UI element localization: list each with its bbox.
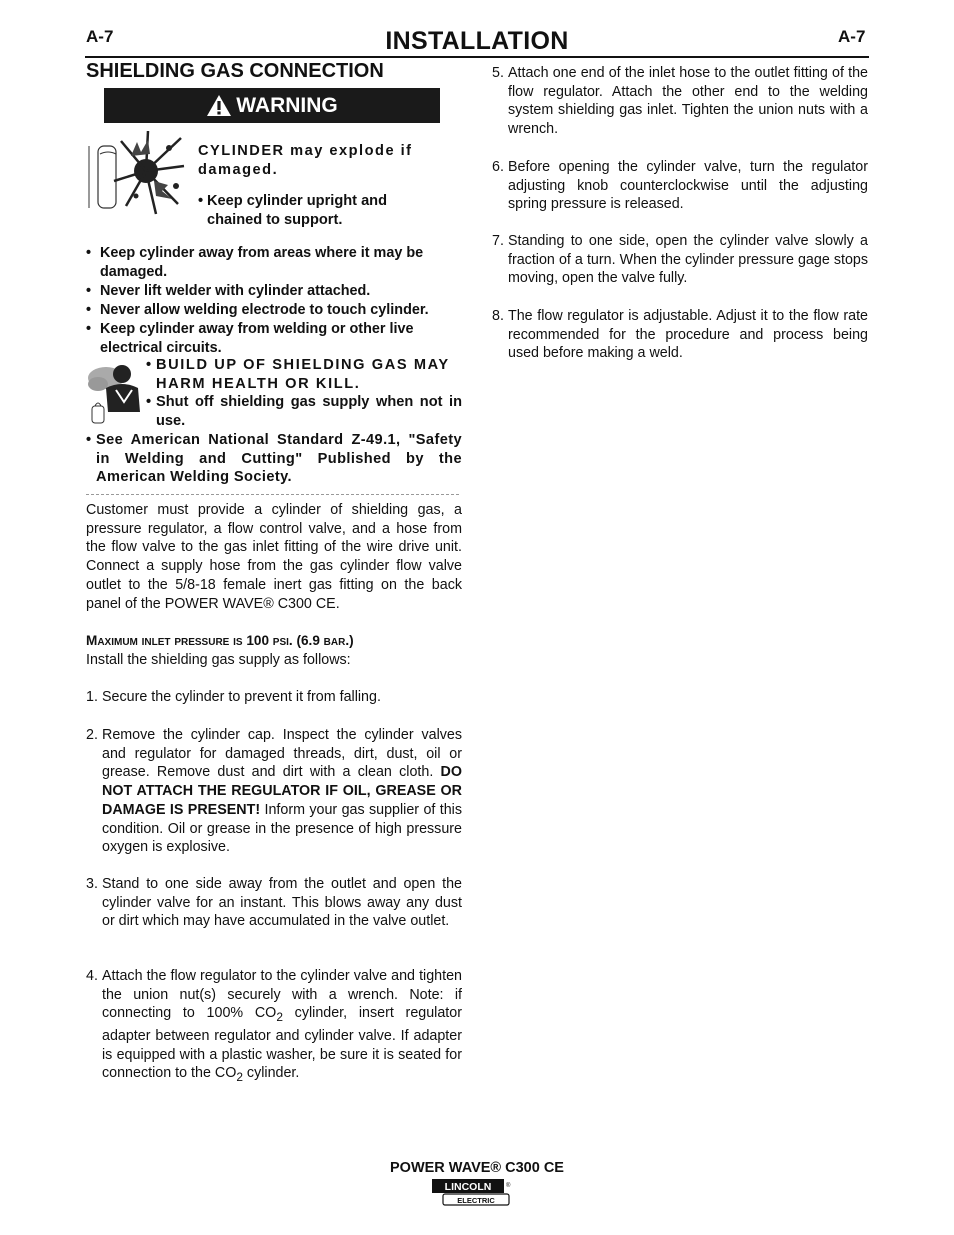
regulator-warning-text: DO NOT ATTACH THE REGULATOR IF OIL, GREASE OR DAMAGE IS PRESENT! — [102, 764, 462, 818]
gas-inhalation-icon — [86, 362, 144, 424]
step-item: 6. Before opening the cylinder valve, turn the regulator adjusting knob counterclockwise until the adjusting spring pressure is released. — [492, 159, 868, 213]
gas-shutoff-text: Shut off shielding gas supply when not in use. — [156, 394, 462, 429]
section-title: SHIELDING GAS CONNECTION — [86, 60, 384, 82]
warning-bullet: • Never allow welding electrode to touch cylinder. — [86, 302, 429, 318]
warning-bullet-list — [86, 244, 462, 358]
step-item: 3. Stand to one side away from the outlet and open the cylinder valve for an instant. This blows away any dust or dirt which may have accumulated in the valve outlet. — [86, 876, 462, 930]
step-item: 2. Remove the cylinder cap. Inspect the cylinder valves and regulator for damaged threads, dirt, dust, oil or grease. Remove dust and dirt with a clean cloth. DO NOT ATTACH THE REGULATOR IF OIL, GREASE OR DAMAGE IS PRESENT! Inform your gas supplier of this condition. Oil or grease in the presence of high pressure oxygen is explosive. — [86, 727, 462, 856]
warning-bullet: • Keep cylinder away from welding or other live electrical circuits. — [86, 321, 414, 356]
svg-text:LINCOLN: LINCOLN — [444, 1181, 492, 1193]
intro-paragraph: Customer must provide a cylinder of shielding gas, a pressure regulator, a flow control valve, and a hose from the flow valve to the gas inlet fitting of the wire drive unit. Connect a supply hose from the gas cylinder flow valve outlet to the 5/8-18 female inert gas fitting on the back panel of the POWER WAVE® C300 CE. — [86, 502, 462, 612]
lincoln-electric-logo — [431, 1178, 511, 1207]
cylinder-warning-heading — [198, 142, 428, 179]
section-divider — [86, 494, 459, 495]
cylinder-bullet-text: Keep cylinder upright and chained to support. — [207, 193, 388, 228]
step-item: 1. Secure the cylinder to prevent it from falling. — [86, 689, 381, 705]
warning-label: WARNING — [236, 93, 338, 117]
page-number-right: A-7 — [838, 27, 866, 46]
footer-model-name: POWER WAVE® C300 CE — [390, 1160, 564, 1176]
gas-hazard-text: BUILD UP OF SHIELDING GAS MAY HARM HEALTH OR KILL. — [156, 357, 450, 392]
gas-warning-block: • BUILD UP OF SHIELDING GAS MAY HARM HEALTH OR KILL. • Shut off shielding gas supply when not in use. — [146, 357, 462, 429]
warning-triangle-icon — [206, 94, 232, 117]
svg-text:ELECTRIC: ELECTRIC — [457, 1196, 495, 1205]
cylinder-explosion-icon — [86, 126, 186, 216]
svg-text:®: ® — [506, 1183, 511, 1189]
install-intro: Install the shielding gas supply as follows: — [86, 652, 351, 668]
warning-bullet: • Never lift welder with cylinder attached. — [86, 283, 371, 299]
step-item: 7. Standing to one side, open the cylinder valve slowly a fraction of a turn. When the cylinder pressure gage stops moving, open the valve fully. — [492, 233, 868, 287]
header-rule — [85, 56, 869, 58]
pressure-note: Maximum inlet pressure is 100 psi. (6.9 bar.) — [86, 633, 354, 648]
page-title: INSTALLATION — [385, 27, 569, 55]
page-number-left: A-7 — [86, 27, 114, 46]
standard-reference-text: See American National Standard Z-49.1, "Safety in Welding and Cutting" Published by the American Welding Society. — [96, 432, 462, 486]
step-item: 4. Attach the flow regulator to the cylinder valve and tighten the union nut(s) securely with a wrench. Note: if connecting to 100% $CO_2$ cylinder, insert regulator adapter between regulator and cylinder valve. If adapter is equipped with a plastic washer, be sure it is seated for connection to the $CO_2$ cylinder. — [86, 968, 462, 1085]
step-item: 5. Attach one end of the inlet hose to the outlet fitting of the flow regulator. Attach the other end to the welding system shielding gas inlet. Tighten the union nuts with a wrench. — [492, 65, 868, 138]
warning-banner — [104, 88, 440, 123]
step-item: 8. The flow regulator is adjustable. Adjust it to the flow rate recommended for the procedure and process being used before making a weld. — [492, 308, 868, 362]
standard-reference: • See American National Standard Z-49.1, "Safety in Welding and Cutting" Published by the American Welding Society. — [86, 432, 462, 486]
warning-bullet: • Keep cylinder away from areas where it may be damaged. — [86, 245, 424, 280]
cylinder-heading-text: CYLINDER may explode if damaged. — [198, 143, 413, 178]
cylinder-warning-bullet: • Keep cylinder upright and chained to support. — [198, 192, 430, 229]
